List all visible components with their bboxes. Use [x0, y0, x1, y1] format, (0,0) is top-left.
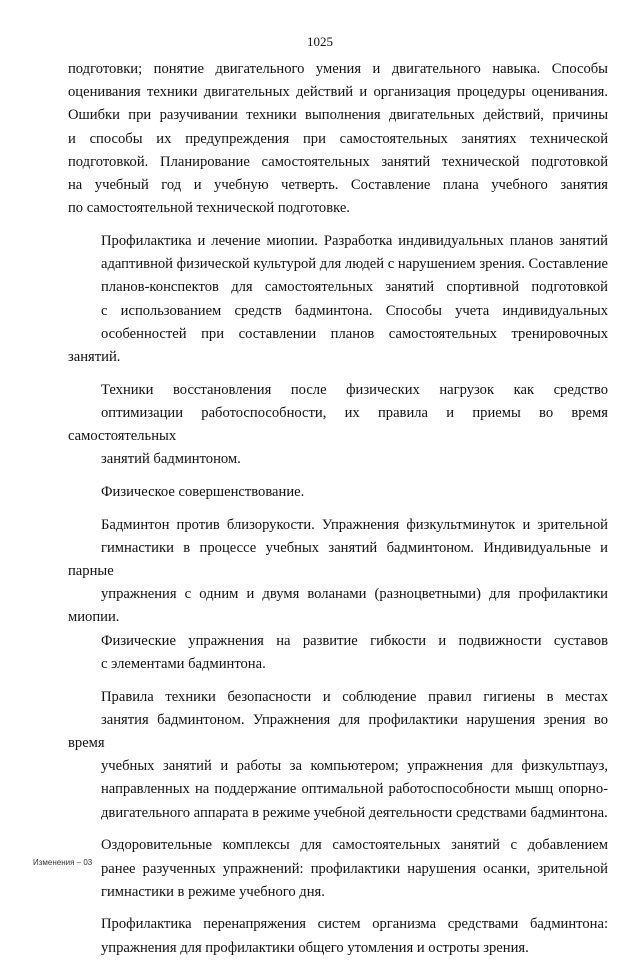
text-line: упражнения для профилактики общего утомления и остроты зрения.	[101, 939, 529, 956]
paragraph	[68, 514, 608, 676]
text-line: Профилактика и лечение миопии. Разработка индивидуальных планов занятий	[101, 232, 608, 249]
text-line: Правила техники безопасности и соблюдение правил гигиены в местах	[101, 688, 608, 705]
text-line: с элементами бадминтона.	[101, 655, 266, 672]
text-line: учебных занятий и работы за компьютером; упражнения для физкультпауз,	[101, 758, 608, 775]
text-line: планов-конспектов для самостоятельных занятий спортивной подготовкой	[101, 279, 608, 296]
text-line: адаптивной физической культурой для людей с нарушением зрения. Составление	[101, 256, 608, 273]
paragraph	[68, 913, 608, 959]
paragraph	[68, 58, 608, 220]
document-body	[68, 58, 608, 969]
text-line: ранее разученных упражнений: профилактики нарушения осанки, зрительной	[101, 860, 608, 877]
paragraph	[68, 834, 608, 904]
text-line: Техники восстановления после физических нагрузок как средство	[101, 381, 608, 398]
text-line: упражнения с одним и двумя воланами (разноцветными) для профилактики миопии.	[68, 586, 608, 626]
text-line: с использованием средств бадминтона. Способы учета индивидуальных	[101, 302, 608, 319]
paragraph	[68, 481, 608, 504]
text-line: двигательного аппарата в режиме учебной деятельности средствами бадминтона.	[101, 804, 608, 821]
text-line: подготовки; понятие двигательного умения и двигательного навыка. Способы	[68, 61, 608, 77]
text-line: на учебный год и учебную четверть. Составление плана учебного занятия	[68, 177, 608, 194]
page-number: 1025	[307, 34, 333, 49]
text-line: гимнастики в режиме учебного дня.	[101, 883, 325, 900]
text-line: Бадминтон против близорукости. Упражнения физкультминуток и зрительной	[101, 516, 608, 533]
text-line: гимнастики в процессе учебных занятий бадминтоном. Индивидуальные и парные	[68, 539, 608, 580]
text-line: оценивания техники двигательных действий и организация процедуры оценивания.	[68, 84, 608, 101]
paragraph	[68, 686, 608, 825]
text-line: оптимизации работоспособности, их правила и приемы во время самостоятельных	[68, 404, 608, 445]
text-line: занятий бадминтоном.	[101, 451, 241, 468]
text-line: по самостоятельной технической подготовке.	[68, 200, 350, 217]
text-line: Оздоровительные комплексы для самостоятельных занятий с добавлением	[101, 837, 608, 854]
text-line: подготовкой. Планирование самостоятельных занятий технической подготовкой	[68, 153, 608, 170]
text-line: занятия бадминтоном. Упражнения для профилактики нарушения зрения во время	[68, 711, 608, 751]
text-line: Физическое совершенствование.	[101, 483, 305, 500]
text-line: и способы их предупреждения при самостоятельных занятиях технической	[68, 130, 608, 147]
paragraph	[68, 379, 608, 472]
text-line: направленных на поддержание оптимальной работоспособности мышц опорно-	[101, 781, 608, 798]
text-line: Ошибки при разучивании техники выполнения двигательных действий, причины	[68, 107, 608, 124]
text-line: Физические упражнения на развитие гибкости и подвижности суставов	[101, 632, 608, 649]
text-line: особенностей при составлении планов самостоятельных тренировочных занятий.	[68, 325, 608, 365]
text-line: Профилактика перенапряжения систем организма средствами бадминтона:	[101, 916, 608, 933]
footer-revision-note: Изменения – 03	[33, 858, 93, 867]
paragraph	[68, 230, 608, 369]
